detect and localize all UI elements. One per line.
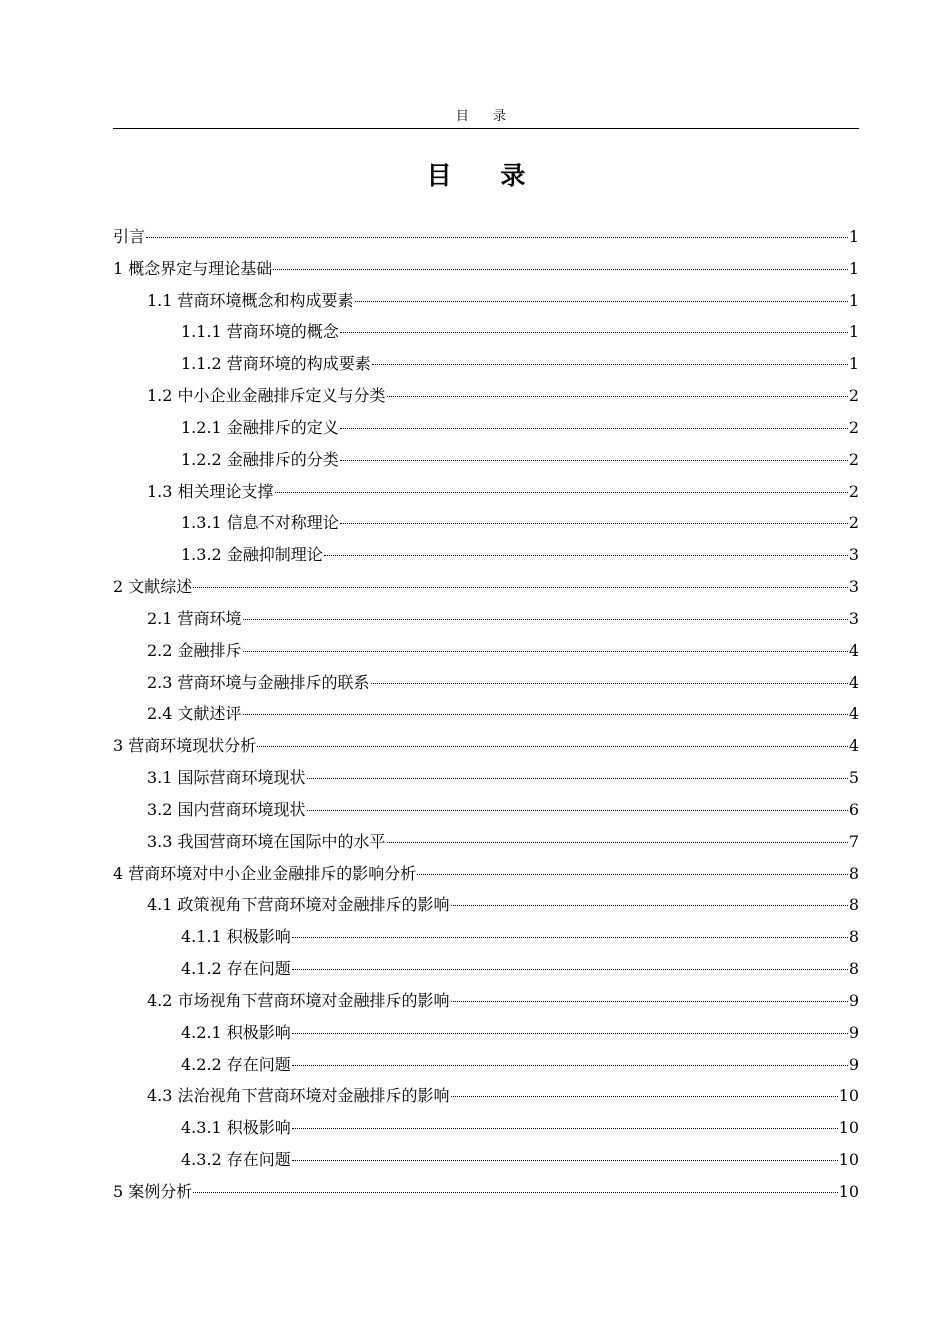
toc-entry-label: 1.1 营商环境概念和构成要素 [147, 290, 354, 310]
toc-entry[interactable] [113, 1176, 859, 1208]
toc-entry[interactable] [113, 730, 859, 762]
table-of-contents [113, 221, 859, 1208]
toc-entry-page-number: 2 [848, 449, 859, 469]
toc-entry[interactable] [113, 1049, 859, 1081]
toc-entry-page-number: 7 [848, 831, 859, 851]
page-title: 目 录 [426, 161, 546, 190]
toc-dot-leader [292, 1061, 848, 1066]
toc-dot-leader [292, 1124, 838, 1129]
toc-entry-page-number: 1 [848, 322, 859, 342]
toc-entry-label: 2.3 营商环境与金融排斥的联系 [147, 672, 370, 692]
toc-entry[interactable] [113, 603, 859, 635]
toc-entry-page-number: 9 [848, 1022, 859, 1042]
toc-entry[interactable] [113, 380, 859, 412]
toc-entry[interactable] [113, 1144, 859, 1176]
toc-entry-page-number: 4 [848, 640, 859, 660]
toc-entry[interactable] [113, 985, 859, 1017]
toc-entry-page-number: 9 [848, 1054, 859, 1074]
toc-dot-leader [307, 806, 848, 811]
toc-entry-page-number: 8 [848, 895, 859, 915]
toc-entry[interactable] [113, 412, 859, 444]
toc-entry[interactable] [113, 444, 859, 476]
toc-dot-leader [340, 519, 848, 524]
toc-entry-label: 1 概念界定与理论基础 [113, 258, 273, 278]
toc-dot-leader [146, 233, 848, 238]
toc-entry-label: 3.1 国际营商环境现状 [147, 768, 306, 788]
toc-entry-label: 4 营商环境对中小企业金融排斥的影响分析 [113, 863, 417, 883]
toc-entry[interactable] [113, 1112, 859, 1144]
toc-dot-leader [340, 328, 848, 333]
toc-entry-label: 2.1 营商环境 [147, 608, 242, 628]
toc-entry-label: 4.2.2 存在问题 [181, 1054, 291, 1074]
toc-entry-label: 3 营商环境现状分析 [113, 736, 257, 756]
toc-entry-page-number: 4 [848, 704, 859, 724]
toc-entry[interactable] [113, 316, 859, 348]
toc-entry-label: 1.2.1 金融排斥的定义 [181, 417, 339, 437]
toc-dot-leader [292, 933, 848, 938]
toc-dot-leader [451, 997, 848, 1002]
toc-entry-page-number: 2 [848, 386, 859, 406]
toc-entry[interactable] [113, 667, 859, 699]
toc-dot-leader [243, 710, 848, 715]
toc-entry-label: 4.1 政策视角下营商环境对金融排斥的影响 [147, 895, 450, 915]
toc-entry[interactable] [113, 794, 859, 826]
header-rule [113, 128, 859, 129]
toc-entry-label: 4.1.1 积极影响 [181, 927, 291, 947]
toc-entry-label: 1.2.2 金融排斥的分类 [181, 449, 339, 469]
toc-entry[interactable] [113, 507, 859, 539]
toc-entry[interactable] [113, 635, 859, 667]
toc-dot-leader [275, 488, 848, 493]
toc-entry[interactable] [113, 571, 859, 603]
toc-entry[interactable] [113, 221, 859, 253]
toc-entry-page-number: 8 [848, 927, 859, 947]
toc-entry-label: 4.2.1 积极影响 [181, 1022, 291, 1042]
toc-entry-label: 4.1.2 存在问题 [181, 959, 291, 979]
toc-entry[interactable] [113, 826, 859, 858]
toc-entry[interactable] [113, 476, 859, 508]
toc-entry[interactable] [113, 348, 859, 380]
toc-entry[interactable] [113, 889, 859, 921]
toc-entry-label: 2 文献综述 [113, 577, 193, 597]
toc-dot-leader [340, 424, 848, 429]
toc-entry-label: 引言 [113, 227, 146, 246]
toc-dot-leader [257, 742, 848, 747]
toc-entry-page-number: 10 [838, 1181, 859, 1201]
toc-entry-page-number: 10 [838, 1118, 859, 1138]
toc-entry-label: 1.1.1 营商环境的概念 [181, 322, 339, 342]
toc-entry-page-number: 1 [848, 227, 859, 246]
toc-entry-label: 3.3 我国营商环境在国际中的水平 [147, 831, 386, 851]
toc-entry-page-number: 2 [848, 481, 859, 501]
toc-dot-leader [340, 456, 848, 461]
toc-entry-label: 4.3.2 存在问题 [181, 1150, 291, 1170]
toc-dot-leader [193, 1188, 837, 1193]
toc-dot-leader [372, 360, 848, 365]
toc-entry[interactable] [113, 285, 859, 317]
toc-entry[interactable] [113, 921, 859, 953]
toc-dot-leader [243, 615, 848, 620]
toc-entry-label: 5 案例分析 [113, 1181, 193, 1201]
toc-dot-leader [451, 901, 848, 906]
toc-entry[interactable] [113, 762, 859, 794]
toc-dot-leader [243, 647, 848, 652]
toc-dot-leader [387, 392, 848, 397]
toc-entry-page-number: 10 [838, 1150, 859, 1170]
toc-entry-page-number: 1 [848, 258, 859, 278]
toc-entry[interactable] [113, 858, 859, 890]
toc-entry[interactable] [113, 698, 859, 730]
toc-dot-leader [193, 583, 848, 588]
toc-entry-label: 1.1.2 营商环境的构成要素 [181, 354, 371, 374]
toc-dot-leader [451, 1092, 838, 1097]
toc-entry-page-number: 6 [848, 799, 859, 819]
toc-entry[interactable] [113, 1017, 859, 1049]
toc-entry-page-number: 3 [848, 608, 859, 628]
toc-dot-leader [292, 965, 848, 970]
toc-dot-leader [292, 1156, 838, 1161]
toc-entry-page-number: 3 [848, 545, 859, 565]
toc-dot-leader [292, 1029, 848, 1034]
toc-entry-label: 4.3.1 积极影响 [181, 1118, 291, 1138]
toc-dot-leader [371, 679, 848, 684]
toc-entry-page-number: 2 [848, 417, 859, 437]
running-header: 目 录 [455, 109, 517, 124]
toc-entry-page-number: 1 [848, 290, 859, 310]
toc-entry-page-number: 1 [848, 354, 859, 374]
toc-dot-leader [387, 838, 848, 843]
toc-dot-leader [417, 870, 848, 875]
toc-entry-page-number: 8 [848, 959, 859, 979]
toc-entry-label: 2.4 文献述评 [147, 704, 242, 724]
toc-entry-label: 1.3.1 信息不对称理论 [181, 513, 339, 533]
toc-dot-leader [324, 551, 848, 556]
toc-entry[interactable] [113, 953, 859, 985]
toc-entry-page-number: 8 [848, 863, 859, 883]
toc-entry-label: 1.2 中小企业金融排斥定义与分类 [147, 386, 386, 406]
toc-dot-leader [355, 297, 848, 302]
toc-entry-label: 1.3 相关理论支撑 [147, 481, 274, 501]
toc-dot-leader [273, 265, 848, 270]
toc-entry-page-number: 10 [838, 1086, 859, 1106]
toc-entry-page-number: 5 [848, 768, 859, 788]
toc-entry-label: 2.2 金融排斥 [147, 640, 242, 660]
toc-entry-label: 4.3 法治视角下营商环境对金融排斥的影响 [147, 1086, 450, 1106]
toc-entry-label: 1.3.2 金融抑制理论 [181, 545, 323, 565]
toc-dot-leader [307, 774, 848, 779]
toc-entry-label: 4.2 市场视角下营商环境对金融排斥的影响 [147, 990, 450, 1010]
toc-entry-page-number: 9 [848, 990, 859, 1010]
toc-entry-page-number: 2 [848, 513, 859, 533]
toc-entry-label: 3.2 国内营商环境现状 [147, 799, 306, 819]
toc-entry-page-number: 4 [848, 736, 859, 756]
toc-entry-page-number: 4 [848, 672, 859, 692]
toc-entry[interactable] [113, 539, 859, 571]
toc-entry[interactable] [113, 1080, 859, 1112]
toc-entry[interactable] [113, 253, 859, 285]
toc-entry-page-number: 3 [848, 577, 859, 597]
